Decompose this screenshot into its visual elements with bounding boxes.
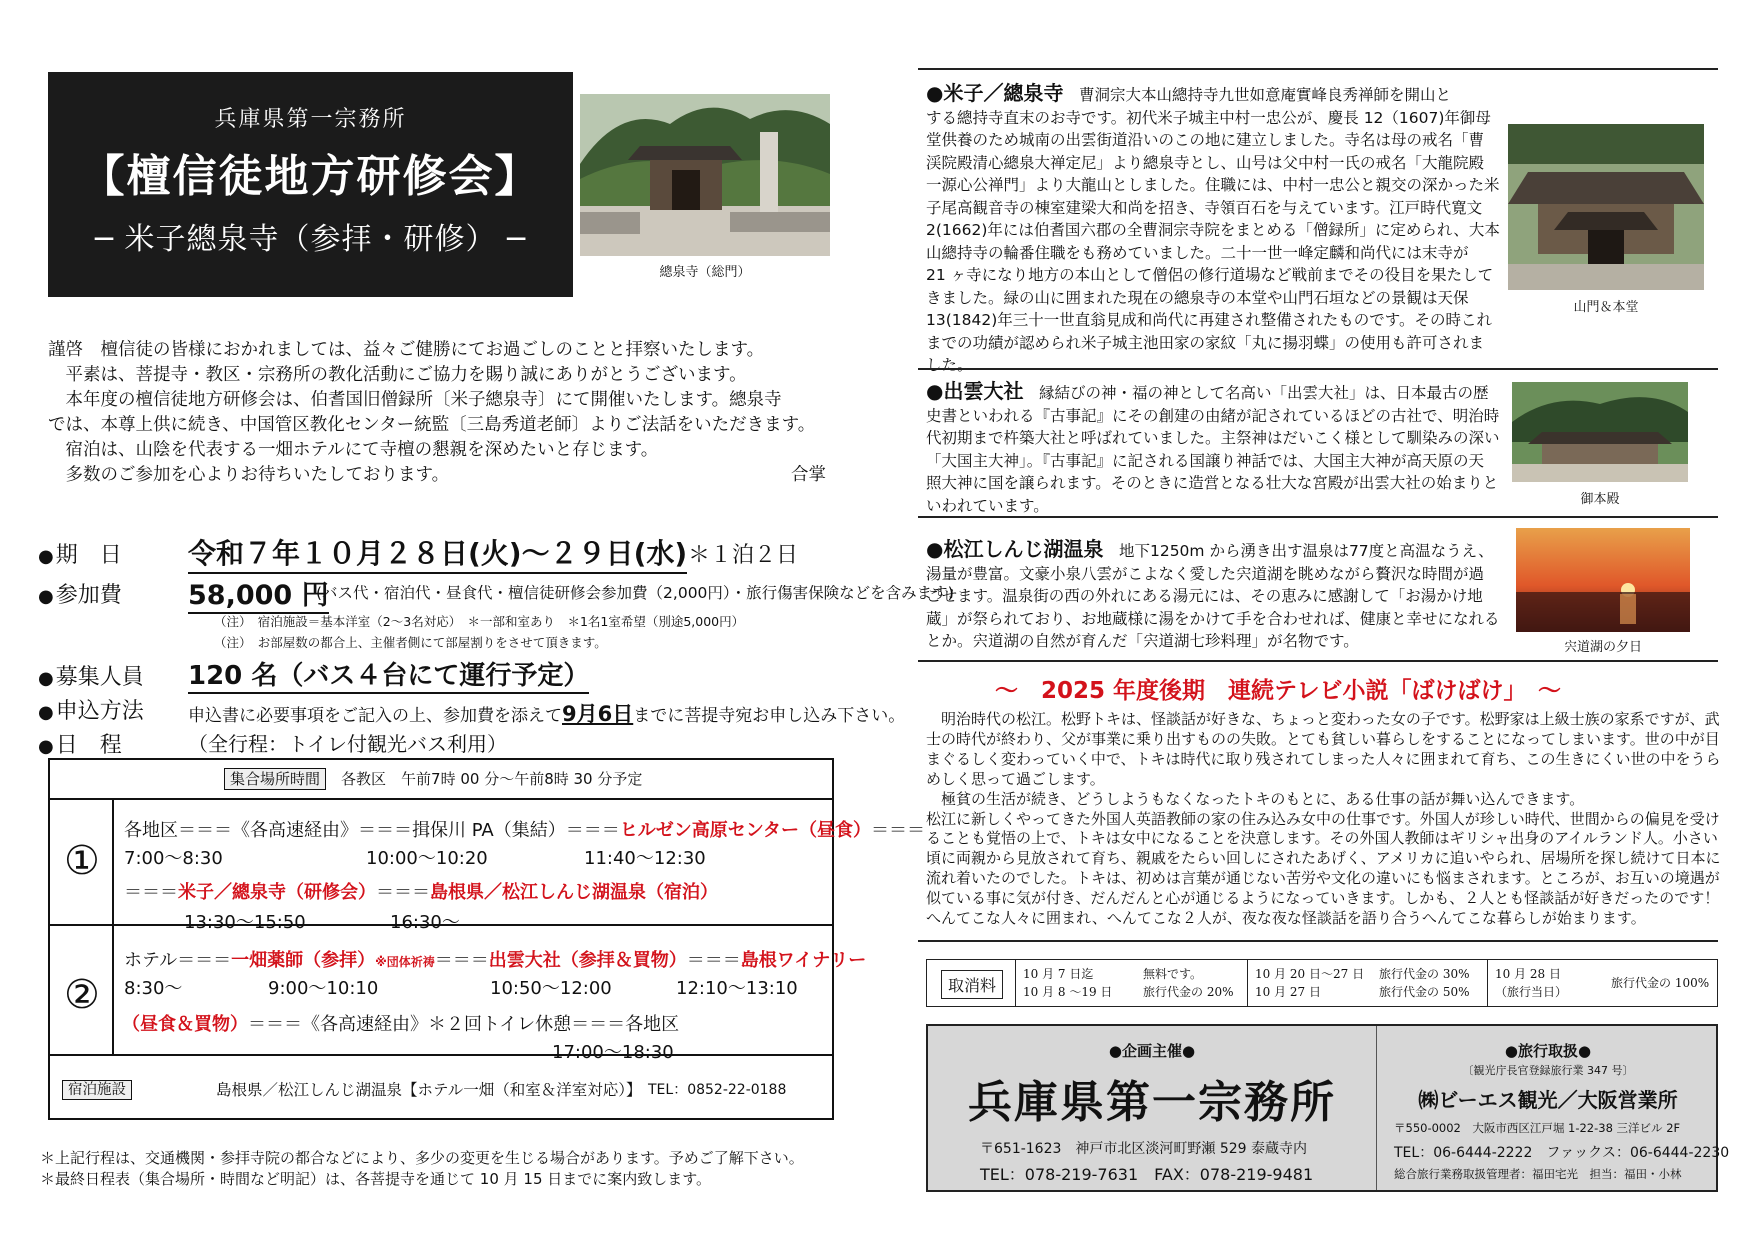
greeting-line: 多数のご参加を心よりお待ちいたしております。 bbox=[48, 465, 450, 485]
capacity-value: 120 名（バス４台にて運行予定） bbox=[188, 655, 589, 694]
section-sosenji-heading: ●米子／總泉寺 bbox=[926, 81, 1064, 105]
main-hall-photo bbox=[1508, 124, 1704, 290]
schedule-table bbox=[48, 758, 926, 1120]
agent-manager: 総合旅行業務取扱管理者：福田宅光 担当：福田・小林 bbox=[1394, 1167, 1682, 1181]
itinerary-label: ●日 程 bbox=[38, 733, 122, 758]
capacity-label: ●募集人員 bbox=[38, 665, 144, 690]
day1-time: 11:40～12:30 bbox=[584, 848, 706, 869]
day2-time: 8:30～ bbox=[124, 978, 183, 999]
lake-sunset-photo bbox=[1516, 528, 1690, 632]
cancel-label: 取消料 bbox=[941, 970, 1003, 999]
footnote: ＊上記行程は、交通機関・参拝寺院の都合などにより、多少の変更を生じる場合があります。予めご了解下さい。 bbox=[40, 1149, 804, 1167]
meeting-label: 集合場所時間 bbox=[224, 768, 326, 790]
day1-route-1: 各地区＝＝＝《各高速経由》＝＝＝揖保川 PA（集結）＝＝＝ヒルゼン高原センター（昼食）＝＝＝ bbox=[124, 820, 926, 841]
izumo-shrine-photo bbox=[1512, 382, 1688, 482]
section-sosenji: ●米子／總泉寺 曹洞宗大本山總持寺九世如意庵實峰良秀禅師を開山と する總持寺直末のお寺です。初代米子城主中村一忠公が、慶長 12（1607)年御母 堂供養のため城南の出雲街道沿いのこの地に建立しました。寺名は母の戒名「曹 渓院殿清心總泉大禅定尼」より總泉寺とし、山号は父中村一氏の戒名「大龍院殿 一源心公禅門」より大龍山としました。住職には、中村一忠公と親交の深かった米 子尾高観音寺の棟室建梁大和尚を招き、寺領百石を与えています。江戸時代寛文 2(1662)年には伯耆国六郡の全曹洞宗寺院をまとめる「僧録所」に定められ、大本 山總持寺の輪番住職をも務めていました。二十一世一峰定麟和尚代には末寺が 21 ヶ寺になり地方の本山として僧侶の修行道場など戦前までその役目を果たして きました。緑の山に囲まれた現在の總泉寺の本堂や山門石垣などの景観は天保 13(1842)年三十一世直翁見成和尚代に再建され整備されたものです。その時これ までの功績が認められ米子城主池田家の家紋「丸に揚羽蝶」の使用も許可されま した。 bbox=[926, 81, 1500, 374]
cancel-period: 10 月 7 日迄 10 月 8 ～19 日 bbox=[1023, 967, 1113, 999]
meeting-row bbox=[224, 768, 642, 789]
cancellation-fee-table bbox=[926, 959, 1718, 1007]
greeting-closing: 合掌 bbox=[791, 465, 826, 485]
drama-title: ～ 2025 年度後期 連続テレビ小説「ばけばけ」 ～ bbox=[994, 678, 1562, 704]
apply-label: ●申込方法 bbox=[38, 699, 144, 724]
lodging-label: 宿泊施設 bbox=[62, 1078, 132, 1099]
day2-time: 10:50～12:00 bbox=[490, 978, 612, 999]
lodging-tel: TEL：0852-22-0188 bbox=[648, 1082, 787, 1098]
greeting-line: 平素は、菩提寺・教区・宗務所の教化活動にご協力を賜り誠にありがとうございます。 bbox=[48, 365, 747, 385]
cancel-period: 10 月 20 日～27 日 10 月 27 日 bbox=[1255, 967, 1365, 999]
agent-address: 〒550-0002 大阪市西区江戸堀 1-22-38 三洋ビル 2F bbox=[1394, 1121, 1681, 1135]
agent-phone: TEL：06-6444-2222 ファックス：06-6444-2230 bbox=[1394, 1145, 1730, 1161]
cancel-period: 10 月 28 日 （旅行当日） bbox=[1495, 967, 1568, 999]
main-hall-caption: 山門＆本堂 bbox=[1573, 300, 1639, 315]
header-org: 兵庫県第一宗務所 bbox=[214, 107, 407, 132]
section-izumo-heading: ●出雲大社 bbox=[926, 379, 1024, 403]
lake-sunset-caption: 宍道湖の夕日 bbox=[1563, 640, 1642, 655]
footnotes bbox=[40, 1148, 804, 1190]
izumo-shrine-caption: 御本殿 bbox=[1580, 492, 1620, 507]
fee-detail: (バス代・宿泊代・昼食代・檀信徒研修会参加費（2,000円）・旅行傷害保険などを含みます) bbox=[316, 584, 954, 602]
organizer-name: 兵庫県第一宗務所 bbox=[968, 1077, 1336, 1128]
temple-gate-caption: 總泉寺（総門） bbox=[659, 265, 751, 280]
cancel-fee: 旅行代金の 100% bbox=[1611, 976, 1710, 990]
day1-time: 16:30～ bbox=[390, 912, 460, 933]
date-note: ＊１泊２日 bbox=[688, 543, 799, 568]
divider bbox=[918, 660, 1718, 662]
organizer-label: ●企画主催● bbox=[1108, 1042, 1196, 1060]
fee-note-1: （注） 宿泊施設＝基本洋室（2～3名対応） ＊一部和室あり ＊1名1室希望（別途5,000円） bbox=[214, 614, 745, 629]
day1-time: 13:30～15:50 bbox=[184, 912, 306, 933]
temple-gate-photo bbox=[580, 94, 830, 256]
agent-registration: 〔観光庁長官登録旅行業 347 号〕 bbox=[1462, 1064, 1634, 1077]
fee-label: ●参加費 bbox=[38, 583, 122, 608]
day2-time: 9:00～10:10 bbox=[268, 978, 379, 999]
section-matsue-heading: ●松江しんじ湖温泉 bbox=[926, 537, 1104, 561]
section-matsue: ●松江しんじ湖温泉 地下1250m から湧き出す温泉は77度と高温なうえ、 湯量が豊富。文豪小泉八雲がこよなく愛した宍道湖を眺めながら贅沢な時間が過 ごせます。温泉街の西の外れにある湯元には、その恵みに感謝して「お湯かけ地 蔵」が祭られており、お地蔵様に湯をかけて手を合わせれば、健康と幸せになれる とか。宍道湖の自然が育んだ「宍道湖七珍料理」が名物です。 bbox=[926, 537, 1500, 650]
section-izumo: ●出雲大社 縁結びの神・福の神として名高い「出雲大社」は、日本最古の歴 史書といわれる『古事記』にその創建の由緒が記されているほどの古社で、明治時 代初期まで杵築大社と呼ばれていました。主祭神はだいこく様として馴染みの深い 「大国主大神」。『古事記』に記される国譲り神話では、大国主大神が高天原の天 照大神に国を譲られます。そのときに造営となる壮大な宮殿が出雲大社の始まりと いわれています。 bbox=[926, 379, 1500, 515]
day2-route-1: ホテル＝＝＝一畑薬師（参拝）※団体祈祷＝＝＝出雲大社（参拝＆買物）＝＝＝島根ワイナリー bbox=[124, 950, 867, 971]
agent-name: ㈱ビーエス観光／大阪営業所 bbox=[1418, 1088, 1678, 1112]
day2-time: 12:10～13:10 bbox=[676, 978, 798, 999]
fee-note-2: （注） お部屋数の都合上、主催者側にて部屋割りをさせて頂きます。 bbox=[214, 635, 607, 650]
greeting-line: 本年度の檀信徒地方研修会は、伯耆国旧僧録所〔米子總泉寺〕にて開催いたします。總泉寺 bbox=[48, 390, 782, 410]
lodging-text: 島根県／松江しんじ湖温泉【ホテル一畑（和室＆洋室対応）】 bbox=[216, 1081, 642, 1099]
day1-time: 7:00～8:30 bbox=[124, 848, 223, 869]
day1-route-2: ＝＝＝米子／總泉寺（研修会）＝＝＝島根県／松江しんじ湖温泉（宿泊） bbox=[124, 882, 718, 903]
date-value: 令和７年１０月２８日(火)～２９日(水) bbox=[188, 532, 687, 574]
header-banner bbox=[48, 72, 573, 297]
day2-route-2: （昼食＆買物）＝＝＝《各高速経由》＊２回トイレ休憩＝＝＝各地区 bbox=[122, 1014, 680, 1035]
header-title: 【檀信徒地方研修会】 bbox=[80, 151, 541, 202]
header-subtitle: ─ 米子總泉寺（参拝・研修） ─ bbox=[94, 222, 527, 257]
apply-deadline: 9月6日 bbox=[562, 702, 634, 726]
meeting-text: 各教区 午前7時 00 分～午前8時 30 分予定 bbox=[341, 770, 643, 788]
greeting-letter bbox=[48, 338, 838, 488]
fee-value: 58,000 円 bbox=[188, 573, 329, 614]
footnote: ＊最終日程表（集合場所・時間など明記）は、各菩提寺を通じて 10 月 15 日までに案内致します。 bbox=[40, 1170, 712, 1188]
date-label: ●期 日 bbox=[38, 543, 122, 568]
cancel-fee: 無料です。 旅行代金の 20% bbox=[1143, 967, 1234, 999]
divider bbox=[918, 940, 1718, 942]
drama-text: 明治時代の松江。松野トキは、怪談話が好きな、ちょっと変わった女の子です。松野家は上級士族の家系ですが、武 士の時代が終わり、父が事業に乗り出すものの失敗。とても貧しい暮らしをすることになってしまいます。世の中が目 まぐるしく変わっていく中で、トキは時代に取り残されてしまった人々に囲まれて育ち、この生きにくい世の中をうら めしく思って過ごします。 極貧の生活が続き、どうしようもなくなったトキのもとに、ある仕事の話が舞い込んできます。 松江に新しくやってきた外国人英語教師の家の住み込み女中の仕事です。外国人が珍しい時代、世間からの偏見を受け ることも覚悟の上で、トキは女中になることを決意します。その外国人教師はギリシャ出身のアイルランド人。小さい 頃に両親から見放されて育ち、親戚をたらい回しにされたあげく、アメリカに追いやられ、居場所を探し続けて日本に 流れ着いたのでした。トキは、初めは言葉が通じない苦労や文化の違いにも悩まされます。ところが、お互いの境遇が 似ている事に気が付き、だんだんと心が通じるようになっていきます。しかも、２人とも怪談話が好きだったのです！ へんてこな人々に囲まれ、へんてこな２人が、夜な夜な怪談話を語り合うへんてこな暮らしが始まります。 bbox=[926, 710, 1721, 928]
greeting-line: では、本尊上供に続き、中国管区教化センター統監〔三島秀道老師〕よりご法話をいただきます。 bbox=[48, 415, 816, 435]
divider bbox=[918, 516, 1718, 518]
organizer-phone: TEL：078-219-7631 FAX：078-219-9481 bbox=[980, 1165, 1314, 1184]
divider bbox=[918, 368, 1718, 370]
organizer-footer bbox=[926, 1024, 1730, 1192]
apply-text: 申込書に必要事項をご記入の上、参加費を添えて9月6日までに菩提寺宛お申し込み下さい。 bbox=[188, 702, 906, 726]
organizer-address: 〒651-1623 神戸市北区淡河町野瀬 529 泰蔵寺内 bbox=[980, 1141, 1308, 1157]
greeting-line: 謹啓 檀信徒の皆様におかれましては、益々ご健勝にてお過ごしのことと拝察いたします。 bbox=[48, 340, 765, 360]
divider bbox=[918, 68, 1718, 70]
itinerary-value: （全行程：トイレ付観光バス利用） bbox=[188, 732, 507, 756]
day1-time: 10:00～10:20 bbox=[366, 848, 488, 869]
greeting-line: 宿泊は、山陰を代表する一畑ホテルにて寺檀の懇親を深めたいと存じます。 bbox=[48, 440, 659, 460]
day1-number: ① bbox=[64, 838, 100, 884]
cancel-fee: 旅行代金の 30% 旅行代金の 50% bbox=[1379, 967, 1470, 999]
agent-label: ●旅行取扱● bbox=[1504, 1042, 1592, 1060]
day2-number: ② bbox=[64, 972, 100, 1018]
day2-time: 17:00～18:30 bbox=[552, 1042, 674, 1063]
